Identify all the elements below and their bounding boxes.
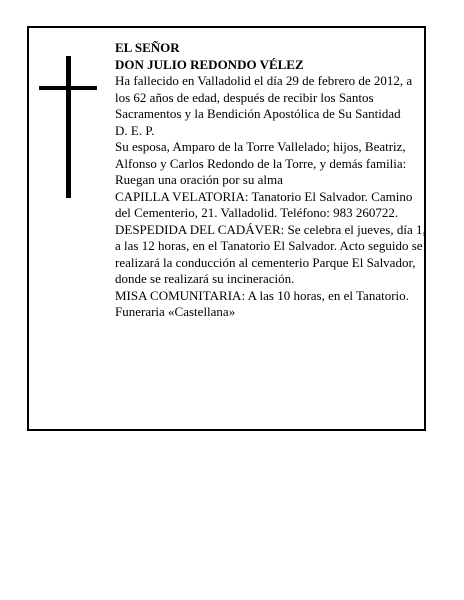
latin-cross-icon bbox=[39, 56, 97, 198]
farewell-info: DESPEDIDA DEL CADÁVER: Se celebra el jueves, día 1, a las 12 horas, en el Tanatorio El Salvador. Acto seguido se realizará la conducción al cementerio Parque El Salvador, donde se realizará su incineración. bbox=[115, 221, 426, 286]
funeral-home: Funeraria «Castellana» bbox=[115, 304, 236, 319]
obituary-notice bbox=[27, 26, 426, 431]
cross-horizontal-bar bbox=[39, 86, 97, 90]
rip-text: D. E. P. bbox=[115, 122, 155, 138]
cross-vertical-bar bbox=[66, 56, 71, 198]
death-notice: Ha fallecido en Valladolid el día 29 de febrero de 2012, a los 62 años de edad, después de recibir los Santos Sacramentos y la Bendición Apostólica de Su Santidad bbox=[115, 73, 413, 121]
prayer-text: Ruegan una oración por su alma bbox=[115, 172, 283, 187]
deceased-name: DON JULIO REDONDO VÉLEZ bbox=[115, 56, 304, 72]
family-text: Su esposa, Amparo de la Torre Vallelado; hijos, Beatriz, Alfonso y Carlos Redondo de la Torre, y demás familia: bbox=[115, 139, 407, 171]
mass-info: MISA COMUNITARIA: A las 10 horas, en el Tanatorio. bbox=[115, 287, 409, 303]
chapel-info: CAPILLA VELATORIA: Tanatorio El Salvador. Camino del Cementerio, 21. Valladolid. Teléfono: 983 260722. bbox=[115, 188, 413, 220]
heading-title: EL SEÑOR bbox=[115, 40, 180, 55]
obituary-text bbox=[115, 40, 427, 321]
